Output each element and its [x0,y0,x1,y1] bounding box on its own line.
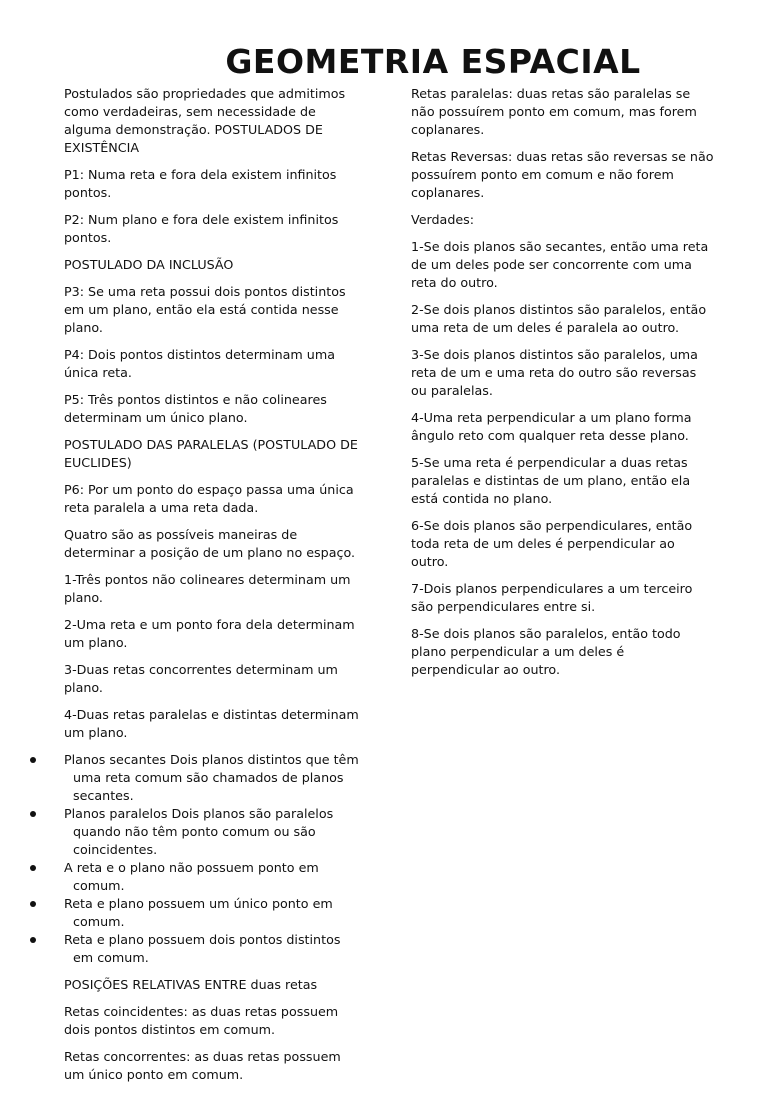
heading-postulado-inclusao: POSTULADO DA INCLUSÃO [64,257,234,272]
paragraph-postulados-intro: Postulados são propriedades que admitimos como verdadeiras, sem necessidade de alguma demonstração. POSTULADOS DE EXISTÊNCIA [64,86,346,155]
list-item-text: A reta e o plano não possuem ponto em comum. [64,860,319,893]
paragraph-maneira-4: 4-Duas retas paralelas e distintas determinam um plano. [64,707,359,740]
paragraph-retas-coincidentes: Retas coincidentes: as duas retas possuem dois pontos distintos em comum. [64,1004,339,1037]
paragraph-p6: P6: Por um ponto do espaço passa uma única reta paralela a uma reta dada. [64,482,354,515]
bullet-list [54,751,364,967]
list-item-text: Planos secantes Dois planos distintos que têm uma reta comum são chamados de planos secantes. [64,752,359,803]
paragraph-verdade-2: 2-Se dois planos distintos são paralelos, então uma reta de um deles é paralela ao outro. [411,302,707,335]
paragraph-p4: P4: Dois pontos distintos determinam uma única reta. [64,347,335,380]
paragraph-verdade-5: 5-Se uma reta é perpendicular a duas retas paralelas e distintas de um plano, então ela está contida no plano. [411,455,691,506]
paragraph-retas-paralelas: Retas paralelas: duas retas são paralelas se não possuírem ponto em comum, mas forem coplanares. [411,86,697,137]
paragraph-retas-reversas: Retas Reversas: duas retas são reversas se não possuírem ponto em comum e não forem coplanares. [411,149,714,200]
list-item [54,931,364,967]
list-item-text: Reta e plano possuem um único ponto em comum. [64,896,333,929]
paragraph-maneira-1: 1-Três pontos não colineares determinam um plano. [64,572,351,605]
page-title: GEOMETRIA ESPACIAL [225,42,641,81]
paragraph-p3: P3: Se uma reta possui dois pontos distintos em um plano, então ela está contida nesse plano. [64,284,346,335]
list-item [54,805,364,859]
list-item [54,751,364,805]
bullet-icon [30,901,36,907]
paragraph-p2: P2: Num plano e fora dele existem infinitos pontos. [64,212,339,245]
heading-posicoes-relativas: POSIÇÕES RELATIVAS ENTRE duas retas [64,977,318,992]
paragraph-p1: P1: Numa reta e fora dela existem infinitos pontos. [64,167,337,200]
bullet-icon [30,811,36,817]
bullet-icon [30,865,36,871]
paragraph-verdade-1: 1-Se dois planos são secantes, então uma reta de um deles pode ser concorrente com uma reta do outro. [411,239,709,290]
paragraph-retas-concorrentes: Retas concorrentes: as duas retas possuem um único ponto em comum. [64,1049,341,1082]
bullet-icon [30,937,36,943]
heading-verdades: Verdades: [411,212,475,227]
paragraph-verdade-3: 3-Se dois planos distintos são paralelos, uma reta de um e uma reta do outro são reversas ou paralelas. [411,347,698,398]
paragraph-maneira-3: 3-Duas retas concorrentes determinam um plano. [64,662,338,695]
paragraph-verdade-8: 8-Se dois planos são paralelos, então todo plano perpendicular a um deles é perpendicular ao outro. [411,626,681,677]
paragraph-verdade-6: 6-Se dois planos são perpendiculares, então toda reta de um deles é perpendicular ao outro. [411,518,693,569]
bullet-icon [30,757,36,763]
left-column [64,85,364,1093]
paragraph-verdade-4: 4-Uma reta perpendicular a um plano forma ângulo reto com qualquer reta desse plano. [411,410,692,443]
heading-postulado-paralelas: POSTULADO DAS PARALELAS (POSTULADO DE EUCLIDES) [64,437,358,470]
paragraph-quatro-maneiras: Quatro são as possíveis maneiras de determinar a posição de um plano no espaço. [64,527,356,560]
list-item-text: Planos paralelos Dois planos são paralelos quando não têm ponto comum ou são coincidentes. [64,806,334,857]
list-item [54,895,364,931]
paragraph-verdade-7: 7-Dois planos perpendiculares a um terceiro são perpendiculares entre si. [411,581,693,614]
paragraph-maneira-2: 2-Uma reta e um ponto fora dela determinam um plano. [64,617,355,650]
paragraph-p5: P5: Três pontos distintos e não colineares determinam um único plano. [64,392,327,425]
right-column [411,85,715,688]
list-item-text: Reta e plano possuem dois pontos distintos em comum. [64,932,341,965]
list-item [54,859,364,895]
